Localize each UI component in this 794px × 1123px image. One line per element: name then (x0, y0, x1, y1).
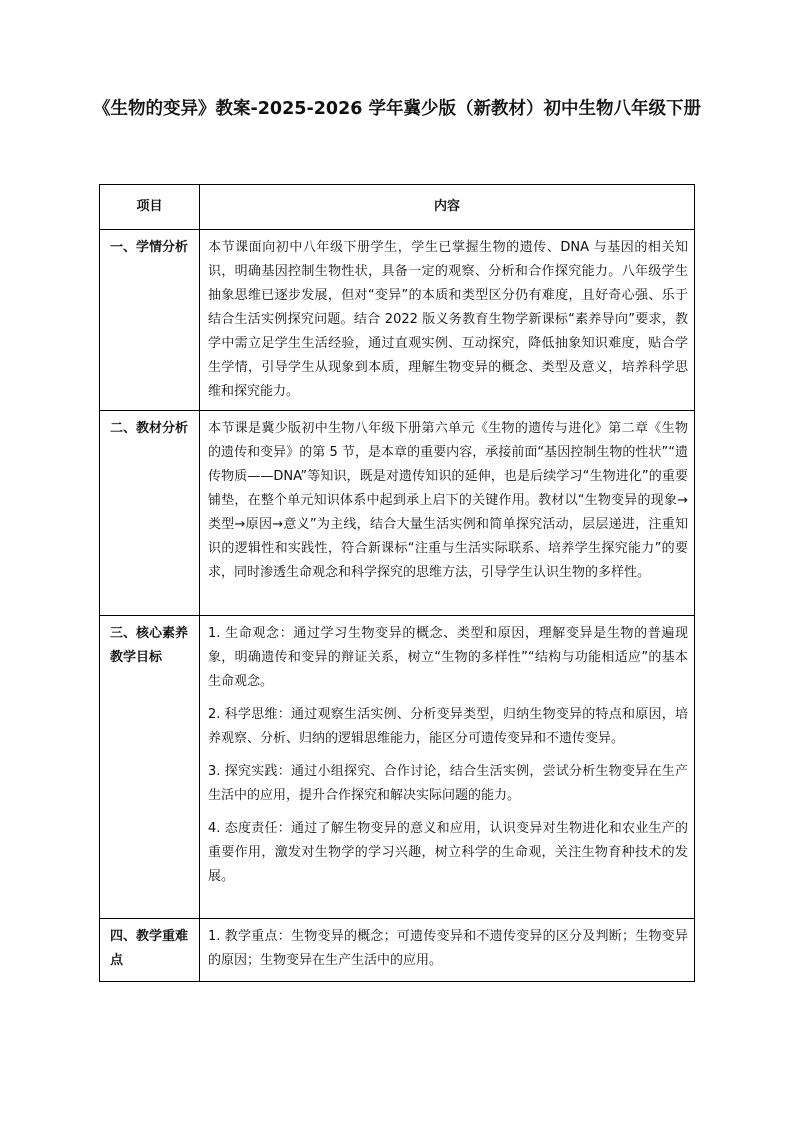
row-item-label: 三、核心素养教学目标 (100, 616, 200, 919)
row-item-label: 一、学情分析 (100, 230, 200, 411)
header-content: 内容 (200, 185, 695, 230)
table-header-row (100, 185, 695, 230)
row-item-label: 四、教学重难点 (100, 919, 200, 982)
content-paragraph: 3. 探究实践：通过小组探究、合作讨论，结合生活实例，尝试分析生物变异在生产生活中的应用，提升合作探究和解决实际问题的能力。 (208, 764, 688, 803)
row-item-label: 二、教材分析 (100, 411, 200, 616)
header-item: 项目 (100, 185, 200, 230)
table-row-textbook-analysis (100, 411, 695, 616)
table-row-learner-analysis (100, 230, 695, 411)
content-paragraph: 本节课面向初中八年级下册学生，学生已掌握生物的遗传、DNA 与基因的相关知识，明确基因控制生物性状，具备一定的观察、分析和合作探究能力。八年级学生抽象思维已逐步发展，但对“变异”的本质和类型区分仍有难度，且好奇心强、乐于结合生活实例探究问题。结合 2022 版义务教育生物学新课标“素养导向”要求，教学中需立足学生生活经验，通过直观实例、互动探究，降低抽象知识难度，贴合学生学情，引导学生从现象到本质，理解生物变异的概念、类型及意义，培养科学思维和探究能力。 (208, 240, 688, 399)
content-paragraph: 本节课是冀少版初中生物八年级下册第六单元《生物的遗传与进化》第二章《生物的遗传和变异》的第 5 节，是本章的重要内容，承接前面“基因控制生物的性状”“遗传物质——DNA”等知识，既是对遗传知识的延伸，也是后续学习“生物进化”的重要铺垫，在整个单元知识体系中起到承上启下的关键作用。教材以“生物变异的现象→类型→原因→意义”为主线，结合大量生活实例和简单探究活动，层层递进，注重知识的逻辑性和实践性，符合新课标“注重与生活实际联系、培养学生探究能力”的要求，同时渗透生命观念和科学探究的思维方法，引导学生认识生物的多样性。 (208, 421, 688, 580)
row-content (200, 616, 695, 919)
document-title: 《生物的变异》教案-2025-2026 学年冀少版（新教材）初中生物八年级下册 (92, 99, 702, 119)
row-content (200, 411, 695, 616)
row-content (200, 919, 695, 982)
content-paragraph: 4. 态度责任：通过了解生物变异的意义和应用，认识变异对生物进化和农业生产的重要作用，激发对生物学的学习兴趣，树立科学的生命观，关注生物育种技术的发展。 (208, 821, 688, 884)
content-paragraph: 1. 生命观念：通过学习生物变异的概念、类型和原因，理解变异是生物的普遍现象，明确遗传和变异的辩证关系，树立“生物的多样性”“结构与功能相适应”的基本生命观念。 (208, 626, 688, 689)
content-paragraph: 2. 科学思维：通过观察生活实例、分析变异类型，归纳生物变异的特点和原因，培养观察、分析、归纳的逻辑思维能力，能区分可遗传变异和不遗传变异。 (208, 707, 688, 746)
table-row-key-points (100, 919, 695, 982)
lesson-plan-table (99, 184, 695, 982)
content-paragraph: 1. 教学重点：生物变异的概念；可遗传变异和不遗传变异的区分及判断；生物变异的原因；生物变异在生产生活中的应用。 (208, 929, 688, 968)
table-row-teaching-goals (100, 616, 695, 919)
row-content (200, 230, 695, 411)
